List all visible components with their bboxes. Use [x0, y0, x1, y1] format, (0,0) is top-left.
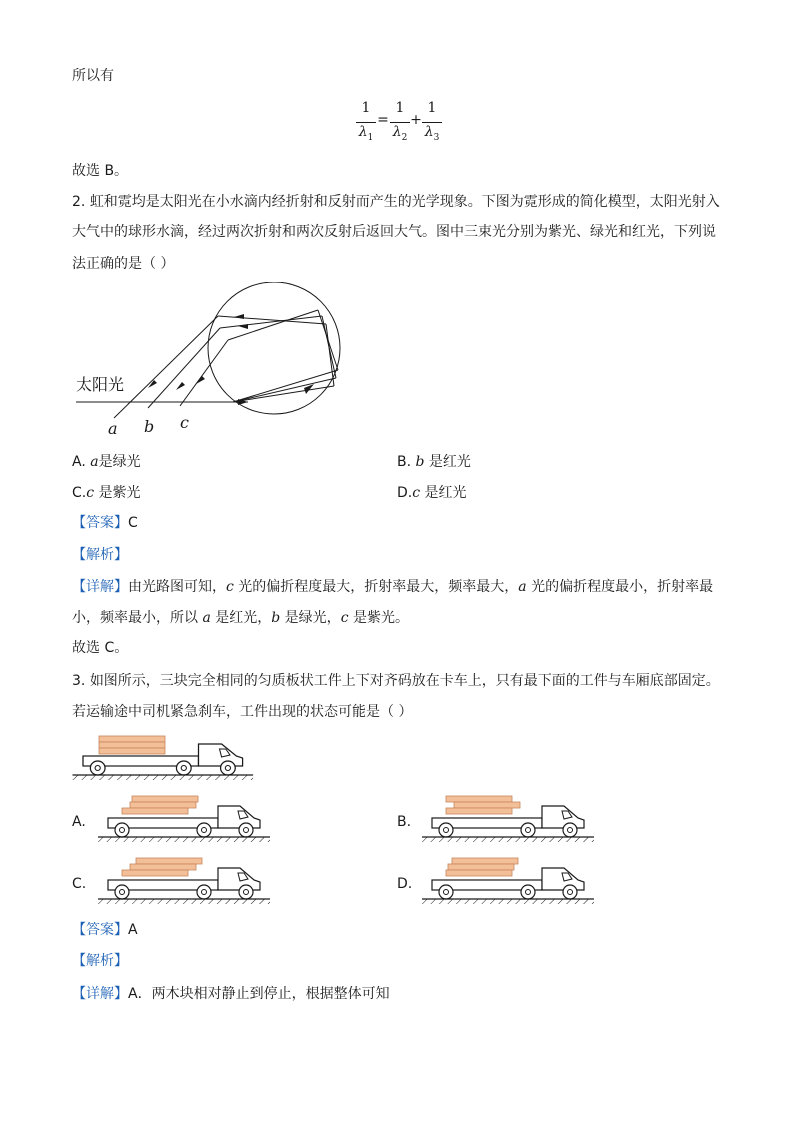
formula-term2-numerator: 1 — [427, 100, 437, 116]
q3-option-c-label[interactable]: C. — [72, 876, 87, 892]
truck-option-b[interactable] — [422, 796, 594, 842]
q2-option-d[interactable]: D.c 是红光 — [397, 485, 467, 501]
ray-a-label: a — [108, 419, 118, 438]
formula-term2-denominator: $\lambda_3$ — [424, 124, 440, 143]
q2-line-2: 大气中的球形水滴，经过两次折射和两次反射后返回大气。图中三束光分别为紫光、绿光和红光，下列说 — [72, 224, 716, 240]
q1-conclusion: 故选 B。 — [72, 163, 129, 179]
q2-answer: 【答案】C — [72, 515, 138, 531]
intro-text: 所以有 — [72, 68, 114, 84]
q2-line-1: 2. 虹和霓均是太阳光在小水滴内经折射和反射而产生的光学现象。下图为霓形成的简化模型，太阳光射入 — [72, 194, 720, 210]
formula-term1-numerator: 1 — [395, 100, 405, 116]
q2-detail-line-1: 【详解】由光路图可知，c 光的偏折程度最大，折射率最大，频率最大，a 光的偏折程度最小，折射率最 — [72, 579, 714, 595]
q2-option-b[interactable]: B. b 是红光 — [397, 454, 471, 470]
q2-conclusion: 故选 C。 — [72, 640, 129, 656]
truck-option-c[interactable] — [98, 858, 270, 904]
formula-equals: = — [377, 112, 389, 128]
truck-option-d[interactable] — [422, 858, 594, 904]
q3-line-1: 3. 如图所示，三块完全相同的匀质板状工件上下对齐码放在卡车上，只有最下面的工件与车厢底部固定。 — [72, 673, 720, 689]
q2-number: 2. — [72, 194, 86, 210]
answer-tag: 【答案】 — [72, 515, 128, 531]
q2-option-c[interactable]: C.c 是紫光 — [72, 485, 141, 501]
truck-option-a[interactable] — [98, 796, 270, 842]
truck-main — [73, 736, 254, 780]
q3-line-2: 若运输途中司机紧急刹车，工件出现的状态可能是（ ） — [72, 704, 413, 720]
q2-analysis-tag: 【解析】 — [72, 547, 128, 563]
q2-option-a[interactable]: A. a是绿光 — [72, 454, 141, 470]
ray-b-label: b — [144, 417, 155, 436]
ray-c-label: c — [180, 413, 189, 432]
q3-option-a-label[interactable]: A. — [72, 814, 86, 830]
droplet-diagram — [68, 282, 358, 440]
formula — [352, 100, 442, 148]
formula-plus: + — [410, 112, 422, 128]
q2-detail-line-2: 小，频率最小，所以 a 是红光，b 是绿光，c 是紫光。 — [72, 610, 409, 626]
formula-term1-denominator: $\lambda_2$ — [392, 124, 408, 143]
q3-detail: 【详解】A．两木块相对静止到停止，根据整体可知 — [72, 986, 390, 1002]
sunlight-label: 太阳光 — [76, 375, 125, 394]
q2-line-3: 法正确的是（ ） — [72, 256, 175, 272]
formula-lhs-numerator: 1 — [361, 100, 371, 116]
water-droplet — [208, 282, 340, 414]
q3-analysis-tag: 【解析】 — [72, 953, 128, 969]
q3-answer: 【答案】A — [72, 922, 138, 938]
formula-lhs-denominator: $\lambda_1$ — [358, 124, 374, 143]
q3-option-b-label[interactable]: B. — [397, 814, 412, 830]
q3-option-d-label[interactable]: D. — [397, 876, 413, 892]
q3-number: 3. — [72, 673, 86, 689]
